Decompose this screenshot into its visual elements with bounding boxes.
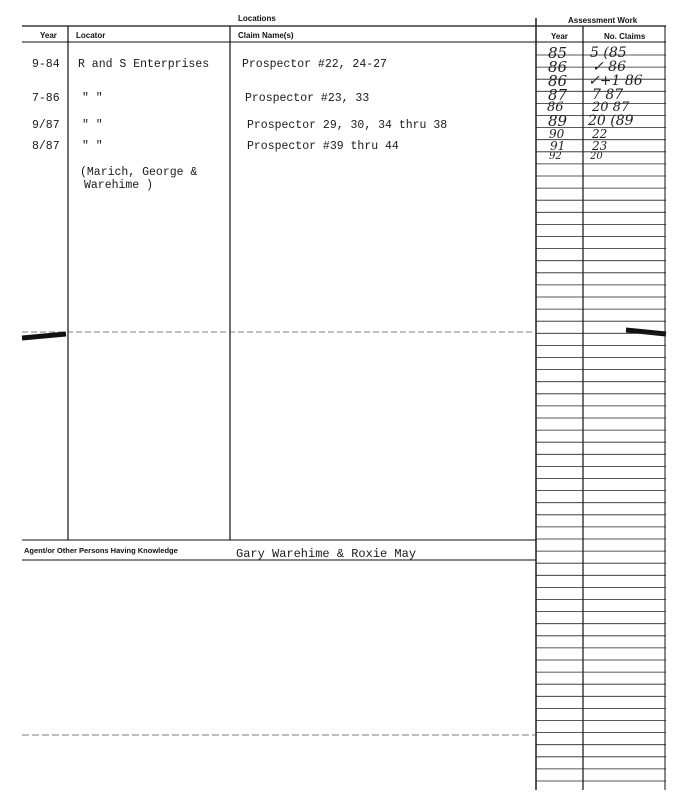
row-locator: " " [82, 92, 103, 105]
row-claims: Prospector #22, 24-27 [242, 58, 387, 71]
row-year: 9-84 [32, 58, 60, 71]
aw-year: 86 [548, 58, 568, 76]
aw-year: 92 [549, 151, 562, 162]
aw-year: 86 [547, 100, 564, 115]
row-claims: Prospector #39 thru 44 [247, 140, 399, 153]
aw-claims: ✓+1 86 [588, 73, 643, 89]
aw-year: 87 [548, 86, 568, 104]
aw-claims: 22 [592, 127, 608, 141]
aw-year: 86 [548, 72, 568, 90]
aw-year: 89 [548, 112, 568, 130]
agent-value: Gary Warehime & Roxie May [236, 547, 417, 561]
row-locator: " " [82, 119, 103, 132]
aw-year: 91 [550, 139, 566, 153]
row-year: 7-86 [32, 92, 60, 105]
aw-year: 85 [548, 44, 568, 62]
aw-claims: 20 [590, 151, 603, 162]
header-locations: Locations [238, 14, 276, 23]
row-claims: Prospector #23, 33 [245, 92, 370, 105]
row-claims: Prospector 29, 30, 34 thru 38 [247, 119, 448, 132]
row-year: 8/87 [32, 140, 60, 153]
col-header-aw-claims: No. Claims [604, 32, 646, 41]
row-locator: R and S Enterprises [78, 58, 210, 71]
aw-claims: 5 (85 [590, 45, 627, 61]
col-header-locator: Locator [76, 31, 106, 40]
col-header-aw-year: Year [551, 32, 568, 41]
locator-note-line: Warehime ) [84, 179, 154, 192]
agent-label: Agent/or Other Persons Having Knowledge [24, 546, 178, 555]
header-assessment-work: Assessment Work [568, 16, 638, 25]
aw-claims: 7 87 [592, 87, 624, 103]
aw-claims: 20 87 [592, 100, 630, 115]
locator-note-line: (Marich, George & [80, 166, 198, 179]
row-locator: " " [82, 140, 103, 153]
aw-claims: 20 (89 [588, 113, 634, 129]
aw-year: 90 [549, 127, 565, 141]
col-header-claim-names: Claim Name(s) [238, 31, 294, 40]
row-year: 9/87 [32, 119, 60, 132]
aw-claims: 23 [592, 139, 608, 153]
aw-claims: ✓ 86 [592, 59, 626, 75]
col-header-year: Year [40, 31, 57, 40]
